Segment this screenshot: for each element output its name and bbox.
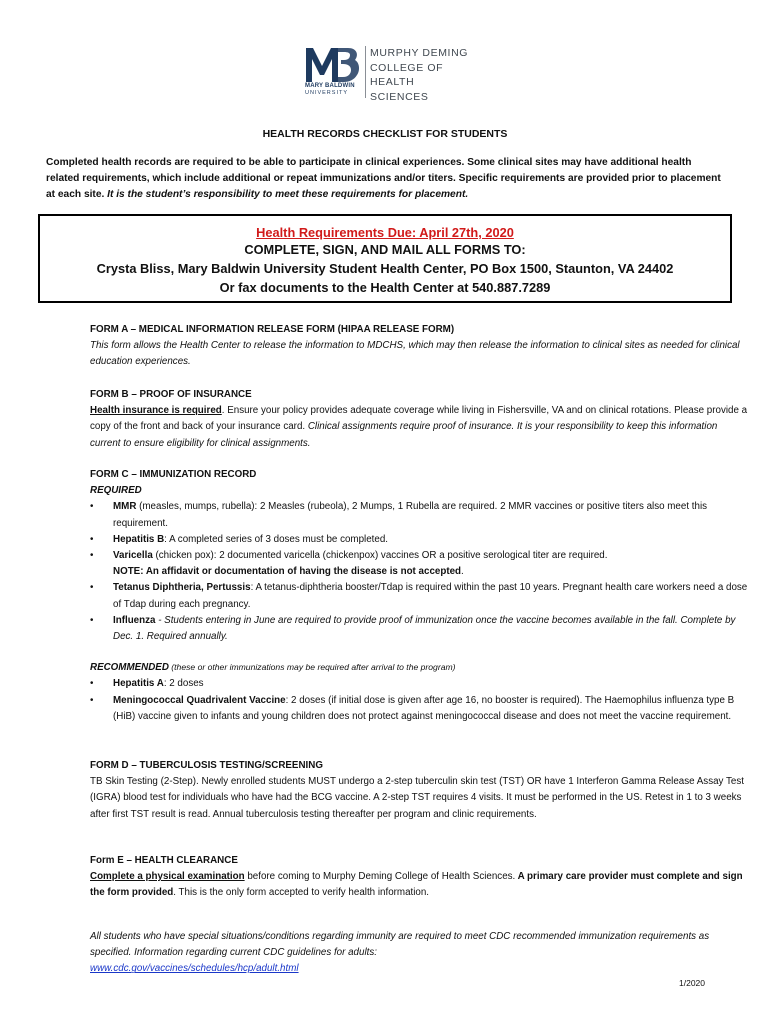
intro-italic: It is the student’s responsibility to meet these requirements for placement. — [107, 189, 469, 200]
footer-date: 1/2020 — [679, 978, 705, 988]
recommended-note: (these or other immunizations may be required after arrival to the program) — [168, 662, 456, 673]
list-item — [90, 532, 750, 548]
immunization-text: : A tetanus-diphtheria booster/Tdap is required within the past 10 years. Pregnant health care workers need a dose of Tdap during each pregnancy. — [113, 582, 748, 610]
form-a-body: This form allows the Health Center to release the information to MDCHS, which may then release the information to clinical sites as needed for clinical education experiences. — [90, 340, 740, 368]
immunization-name: Influenza — [113, 614, 156, 626]
form-a-heading: FORM A – MEDICAL INFORMATION RELEASE FORM (HIPAA RELEASE FORM) — [90, 324, 455, 335]
immunization-name: MMR — [113, 501, 137, 513]
list-item — [90, 499, 750, 531]
immunization-note-end: . — [461, 566, 464, 578]
recommended-header — [90, 659, 750, 676]
recommended-label: RECOMMENDED — [90, 662, 169, 674]
immunization-text: : 2 doses — [163, 678, 204, 690]
form-b-body — [90, 403, 750, 452]
immunization-note: NOTE: An affidavit or documentation of having the disease is not accepted — [113, 566, 462, 578]
logo-college-name — [370, 46, 474, 104]
fax-instructions: Or fax documents to the Health Center at 540.887.7289 — [219, 280, 551, 295]
closing-text: All students who have special situations/conditions regarding immunity are required to meet CDC recommended immunization requirements as specified. Information regarding current CDC guidelines for adults: — [90, 931, 710, 959]
immunization-text: (chicken pox): 2 documented varicella (chickenpox) vaccines OR a positive serological titer are required. — [152, 550, 608, 562]
form-e-heading: Form E – HEALTH CLEARANCE — [90, 855, 238, 866]
form-e-bold: A primary care provider must complete and sign the form provided — [90, 871, 743, 899]
form-b-lead: Health insurance is required — [90, 405, 222, 417]
list-item — [90, 693, 750, 725]
form-b-italic: Clinical assignments require proof of insurance. It is your responsibility to keep this information current to ensure eligibility for clinical assignments. — [90, 421, 718, 449]
immunization-name: Meningococcal Quadrivalent Vaccine — [113, 694, 286, 706]
form-c-heading: FORM C – IMMUNIZATION RECORD — [90, 469, 257, 480]
list-item — [90, 580, 750, 612]
immunization-name: Hepatitis A — [113, 678, 164, 690]
list-item — [90, 676, 750, 692]
form-d-section — [90, 758, 750, 823]
mb-monogram-icon — [304, 44, 362, 88]
form-e-section — [90, 853, 750, 902]
form-e-body — [90, 869, 750, 901]
intro-paragraph — [46, 155, 726, 203]
immunization-text: - Students entering in June are required to provide proof of immunization once the vaccine becomes available in the fall. Complete by Dec. 1. Required annually. — [113, 614, 736, 643]
form-a-section — [90, 322, 750, 371]
required-immunization-list — [90, 499, 750, 645]
mail-instructions: COMPLETE, SIGN, AND MAIL ALL FORMS TO: — [244, 242, 526, 257]
list-item — [90, 548, 750, 580]
immunization-text: : 2 doses (if initial dose is given after age 16, no booster is required). The Haemophilus influenza type B (HiB) vaccine given to infants and young children does not protect against meningococcal disease and does not meet the vaccine requirement. — [113, 694, 735, 722]
immunization-name: Tetanus Diphtheria, Pertussis — [113, 582, 251, 594]
mail-address: Crysta Bliss, Mary Baldwin University Student Health Center, PO Box 1500, Staunton, VA 24402 — [96, 261, 674, 276]
cdc-link[interactable]: www.cdc.gov/vaccines/schedules/hcp/adult.html — [90, 963, 299, 975]
form-c-required-label: REQUIRED — [90, 485, 142, 497]
form-e-lead: Complete a physical examination — [90, 871, 245, 883]
closing-section — [90, 929, 750, 978]
form-b-text: . Ensure your policy provides adequate coverage while living in Fishersville, VA and on clinical rotations. Please provide a copy of the front and back of your insurance card. — [90, 405, 748, 433]
logo-divider — [365, 46, 366, 98]
immunization-name: Hepatitis B — [113, 533, 165, 545]
form-d-heading: FORM D – TUBERCULOSIS TESTING/SCREENING — [90, 760, 323, 771]
college-logo — [304, 44, 474, 104]
intro-text: Completed health records are required to be able to participate in clinical experiences. Some clinical sites may have additional health related requirements, which include additional or repeat immunizations and/or titers. Specific requirements are provided prior to placement at each site. — [46, 157, 721, 200]
page-title: HEALTH RECORDS CHECKLIST FOR STUDENTS — [262, 128, 508, 140]
logo-college-line: COLLEGE OF — [370, 61, 444, 74]
immunization-text: (measles, mumps, rubella): 2 Measles (rubeola), 2 Mumps, 1 Rubella are required. 2 MMR vaccines or positive titers also meet this requirement. — [113, 501, 708, 529]
form-e-text1: before coming to Murphy Deming College of Health Sciences. — [244, 871, 516, 883]
logo-college-line: MURPHY DEMING — [370, 47, 469, 59]
due-date: Health Requirements Due: April 27th, 2020 — [256, 225, 514, 240]
form-c-section — [90, 467, 750, 725]
form-b-section — [90, 387, 750, 452]
logo-monogram-sub: MARY BALDWIN — [305, 83, 355, 89]
immunization-text: : A completed series of 3 doses must be completed. — [164, 533, 388, 545]
list-item — [90, 613, 750, 645]
form-e-text2: . This is the only form accepted to verify health information. — [173, 887, 430, 899]
immunization-name: Varicella — [113, 550, 153, 562]
logo-university: UNIVERSITY — [305, 90, 349, 96]
form-b-heading: FORM B – PROOF OF INSURANCE — [90, 389, 252, 400]
form-d-body: TB Skin Testing (2-Step). Newly enrolled students MUST undergo a 2-step tuberculin skin test (TST) OR have 1 Interferon Gamma Release Assay Test (IGRA) blood test for individuals who have had the BCG vaccine. A 2-step TST requires 4 visits. It must be performed in the US. Retest in 1 to 3 weeks after first TST result is read. Annual tuberculosis testing thereafter per program and clinic requirements. — [90, 776, 744, 820]
submission-box — [38, 214, 732, 303]
logo-college-line: HEALTH SCIENCES — [370, 76, 429, 103]
recommended-immunization-list — [90, 676, 750, 725]
